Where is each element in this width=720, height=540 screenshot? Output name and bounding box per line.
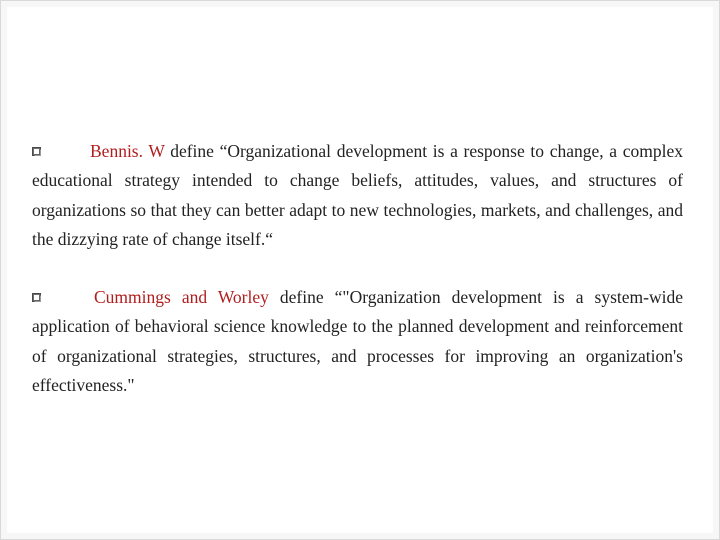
checkbox-bullet-icon: [32, 293, 42, 303]
definition-text-bennis: define “Organizational development is a response to change, a complex educational strategy intended to change beliefs, attitudes, values, and structures of organizations so that they can better adapt to new technologies, markets, and challenges, and the dizzying rate of change itself.“: [32, 141, 683, 249]
definition-text-cummings-worley: define “"Organization development is a system-wide application of behavioral science knowledge to the planned development and reinforcement of organizational strategies, structures, and processes for improving an organization's effectiveness.": [32, 287, 683, 395]
definition-paragraph-bennis: [32, 137, 683, 254]
definition-paragraph-cummings: [32, 283, 683, 400]
author-name-cummings-worley: Cummings and Worley: [94, 287, 269, 307]
slide-content-area: [7, 7, 713, 533]
checkbox-bullet-icon: [32, 147, 42, 157]
author-name-bennis: Bennis. W: [90, 141, 165, 161]
